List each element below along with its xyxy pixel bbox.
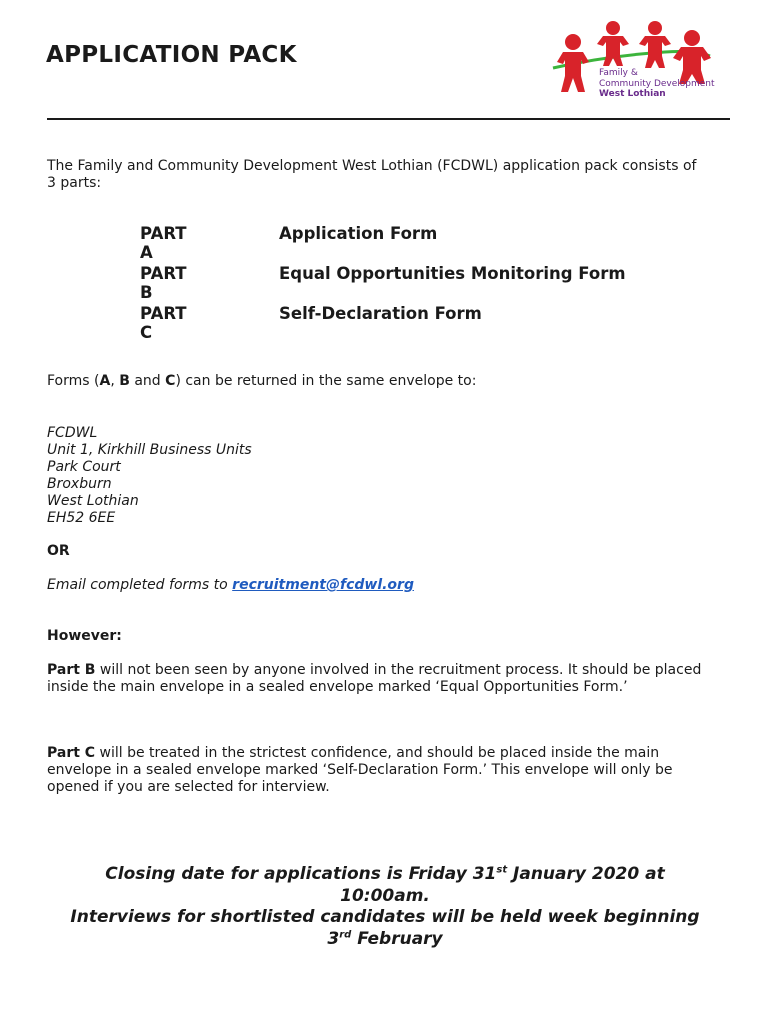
part-name: Self-Declaration Form <box>279 304 482 323</box>
part-c-note <box>47 745 727 796</box>
closing-text: January 2020 at <box>507 864 665 884</box>
address-line: FCDWL <box>47 425 98 441</box>
closing-line-1 <box>40 864 730 886</box>
part-label: PART C <box>140 304 187 342</box>
email-prefix: Email completed forms to <box>47 577 233 593</box>
closing-notice <box>40 864 730 950</box>
email-line <box>47 577 414 594</box>
part-name: Equal Opportunities Monitoring Form <box>279 264 626 283</box>
closing-line-3: Interviews for shortlisted candidates will be held week beginning <box>70 907 700 927</box>
however-heading: However: <box>47 628 122 644</box>
forms-prefix: Forms ( <box>47 373 100 389</box>
closing-sup: rd <box>339 928 352 940</box>
logo-text-line2: Community Development <box>599 78 715 89</box>
intro-paragraph: The Family and Community Development West Lothian (FCDWL) application pack consists of 3 parts: <box>47 158 697 191</box>
forms-c: C <box>165 373 176 389</box>
fcdwl-logo <box>545 16 735 102</box>
closing-line-4 <box>40 929 730 951</box>
part-b-note <box>47 662 727 696</box>
address-line: EH52 6EE <box>47 510 116 526</box>
part-name: Application Form <box>279 224 438 243</box>
forms-return-line <box>47 373 476 390</box>
closing-line-2: 10:00am. <box>340 885 430 906</box>
email-link[interactable]: recruitment@fcdwl.org <box>232 577 414 593</box>
or-label: OR <box>47 543 70 559</box>
forms-b: B <box>119 373 130 389</box>
logo-text-line1: Family & <box>599 68 638 78</box>
forms-suffix: ) can be returned in the same envelope to: <box>175 373 477 389</box>
forms-a: A <box>99 373 111 389</box>
part-c-label: Part C <box>47 745 96 761</box>
address-line: Broxburn <box>47 476 112 492</box>
part-label: PART A <box>140 224 187 262</box>
page-title: APPLICATION PACK <box>46 42 297 68</box>
closing-sup: st <box>496 864 508 876</box>
closing-text: February <box>351 928 443 949</box>
address-line: Park Court <box>47 459 121 475</box>
closing-text: 3 <box>327 928 340 949</box>
postal-address <box>47 425 252 527</box>
forms-sep1: , <box>110 373 120 389</box>
forms-sep2: and <box>129 373 166 389</box>
header-divider <box>47 118 730 120</box>
part-c-text: will be treated in the strictest confidence, and should be placed inside the main envelope in a sealed envelope marked ‘Self-Declaration Form.’ This envelope will only be opened if you are selected for interview. <box>47 745 673 795</box>
part-b-label: Part B <box>47 662 96 678</box>
address-line: West Lothian <box>47 493 139 509</box>
part-b-text: will not been seen by anyone involved in the recruitment process. It should be placed inside the main envelope in a sealed envelope marked ‘Equal Opportunities Form.’ <box>47 662 702 695</box>
closing-text: Closing date for applications is Friday 31 <box>105 864 497 884</box>
address-line: Unit 1, Kirkhill Business Units <box>47 442 252 458</box>
part-label: PART B <box>140 264 187 302</box>
logo-text-line3: West Lothian <box>599 89 666 99</box>
